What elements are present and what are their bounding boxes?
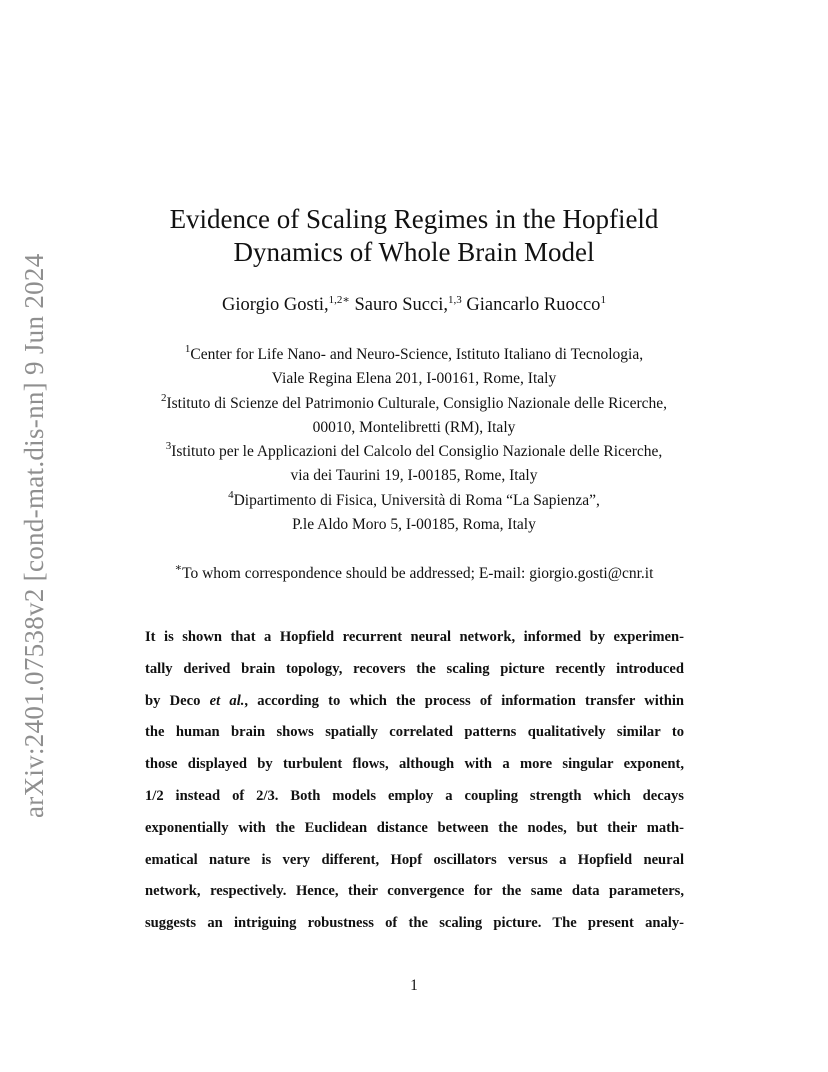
author-affiliation-marker: 1,2∗ — [328, 294, 350, 306]
correspondence-marker: ∗ — [174, 562, 183, 574]
abstract — [145, 622, 684, 940]
affiliation-text: Center for Life Nano- and Neuro-Science, Istituto Italiano di Tecnologia, — [190, 346, 644, 363]
abstract-line: suggests an intriguing robustness of the scaling picture. The present analy- — [145, 915, 684, 932]
abstract-line: exponentially with the Euclidean distance between the nodes, but their math- — [145, 819, 684, 836]
author-affiliation-marker: 1 — [600, 294, 606, 306]
affiliation-line — [0, 489, 828, 513]
affiliation-line — [0, 343, 828, 367]
affiliation-marker: 3 — [165, 440, 172, 453]
abstract-line: network, respectively. Hence, their convergence for the same data parameters, — [145, 883, 684, 900]
affiliation-line: via dei Taurini 19, I-00185, Rome, Italy — [290, 467, 538, 485]
affiliation-line — [0, 440, 828, 464]
abstract-text: , according to which the process of information transfer within — [244, 692, 684, 709]
affiliation-text: Dipartimento di Fisica, Università di Roma “La Sapienza”, — [233, 491, 600, 509]
affiliation-list — [0, 343, 828, 537]
abstract-line — [145, 686, 684, 718]
affiliation-marker: 1 — [184, 343, 191, 355]
abstract-line: tally derived brain topology, recovers the scaling picture recently introduced — [145, 660, 684, 677]
abstract-line: those displayed by turbulent flows, although with a more singular exponent, — [145, 756, 684, 773]
author-name: Giancarlo Ruocco — [466, 295, 601, 315]
author-list — [0, 293, 828, 317]
author-affiliation-marker: 1,3 — [447, 294, 462, 306]
correspondence-text: To whom correspondence should be addressed; E-mail: giorgio.gosti@cnr.it — [182, 565, 654, 582]
title-line: Evidence of Scaling Regimes in the Hopfield — [169, 204, 659, 234]
abstract-line: ematical nature is very different, Hopf oscillators versus a Hopfield neural — [145, 851, 684, 868]
affiliation-line — [0, 392, 828, 416]
affiliation-marker: 2 — [160, 391, 167, 404]
paper-title — [0, 203, 828, 269]
affiliation-line: Viale Regina Elena 201, I-00161, Rome, Italy — [271, 370, 557, 388]
affiliation-text: Istituto per le Applicazioni del Calcolo del Consiglio Nazionale delle Ricerche, — [171, 443, 663, 461]
author-name: Sauro Succi, — [354, 295, 448, 315]
abstract-line: It is shown that a Hopfield recurrent neural network, informed by experimen- — [145, 629, 684, 645]
affiliation-line: 00010, Montelibretti (RM), Italy — [312, 418, 516, 436]
arxiv-identifier-stamp: arXiv:2401.07538v2 [cond-mat.dis-nn] 9 Jun 2024 — [19, 253, 49, 818]
abstract-line: 1/2 instead of 2/3. Both models employ a coupling strength which decays — [145, 787, 684, 804]
correspondence-note — [0, 563, 828, 585]
author-name: Giorgio Gosti, — [222, 295, 329, 315]
page-number: 1 — [410, 977, 418, 994]
title-line: Dynamics of Whole Brain Model — [233, 237, 595, 267]
affiliation-line: P.le Aldo Moro 5, I-00185, Roma, Italy — [292, 516, 536, 534]
affiliation-marker: 4 — [228, 488, 234, 501]
abstract-emphasis: et al. — [209, 692, 245, 709]
abstract-text: by Deco — [145, 692, 210, 709]
affiliation-text: Istituto di Scienze del Patrimonio Culturale, Consiglio Nazionale delle Ricerche, — [166, 394, 668, 412]
abstract-line: the human brain shows spatially correlated patterns qualitatively similar to — [145, 724, 684, 741]
